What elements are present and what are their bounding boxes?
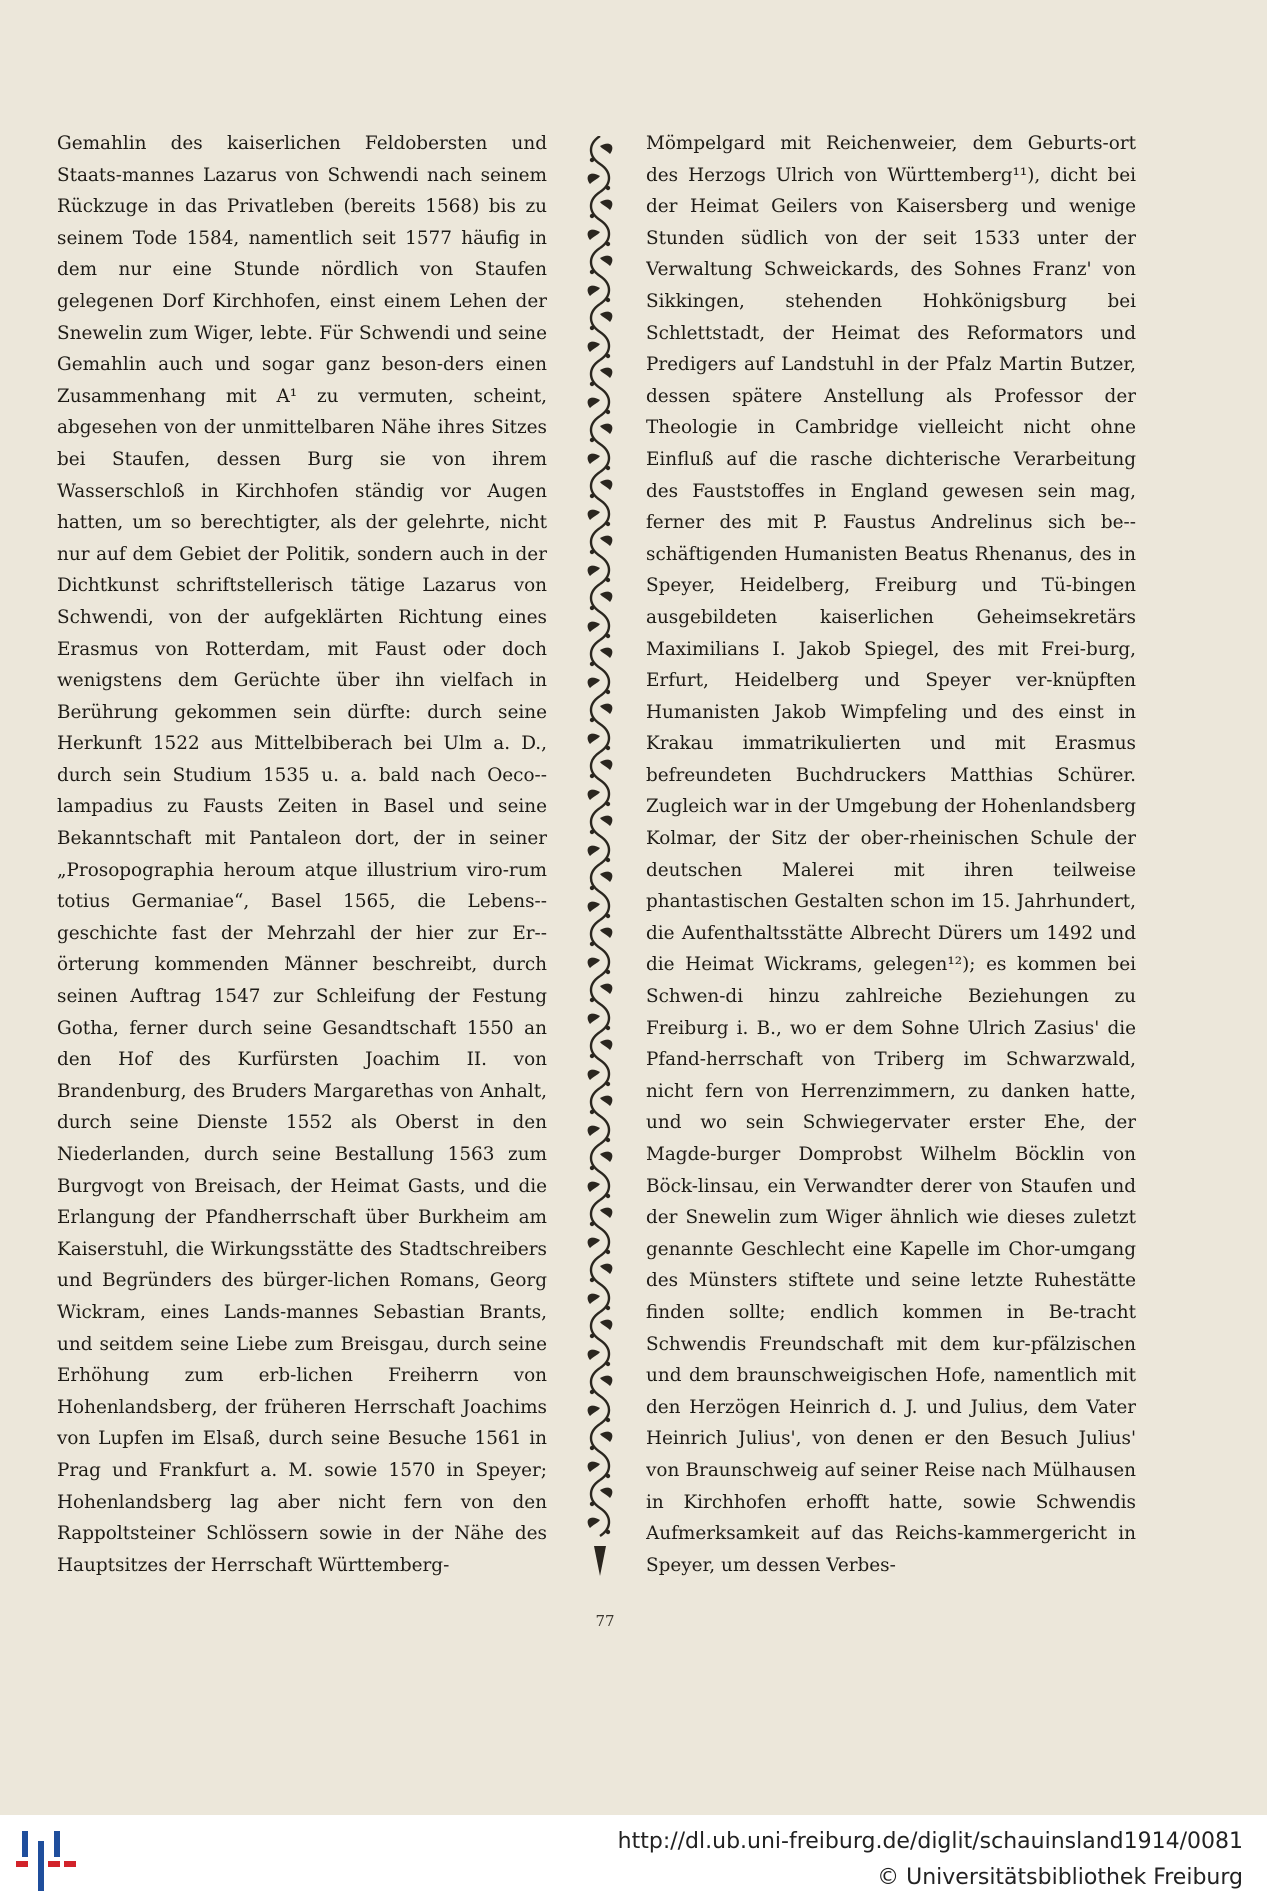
vine-ornament-divider — [580, 136, 620, 1586]
left-text-column — [57, 128, 547, 1598]
right-text-column — [646, 128, 1136, 1598]
left-column-text: Gemahlin des kaiserlichen Feldobersten und Staats-mannes Lazarus von Schwendi nach seinem Rückzuge in das Privatleben (bereits 1568) bis zu seinem Tode 1584, namentlich seit 1577 häufig in dem nur eine Stunde nördlich von Staufen gelegenen Dorf Kirchhofen, einst einem Lehen der Snewelin zum Wiger, lebte. Für Schwendi und seine Gemahlin auch und sogar ganz beson-ders einen Zusammenhang mit A¹ zu vermuten, scheint, abgesehen von der unmittelbaren Nähe ihres Sitzes bei Staufen, dessen Burg sie von ihrem Wasserschloß in Kirchhofen ständig vor Augen hatten, um so berechtigter, als der gelehrte, nicht nur auf dem Gebiet der Politik, sondern auch in der Dichtkunst schriftstellerisch tätige Lazarus von Schwendi, von der aufgeklärten Richtung eines Erasmus von Rotterdam, mit Faust oder doch wenigstens dem Gerüchte über ihn vielfach in Berührung gekommen sein dürfte: durch seine Herkunft 1522 aus Mittelbiberach bei Ulm a. D., durch sein Studium 1535 u. a. bald nach Oeco-lampadius zu Fausts Zeiten in Basel und seine Bekanntschaft mit Pantaleon dort, der in seiner „Prosopographia heroum atque illustrium viro-rum totius Germaniae“, Basel 1565, die Lebens-geschichte fast der Mehrzahl der hier zur Er-örterung kommenden Männer beschreibt, durch seinen Auftrag 1547 zur Schleifung der Festung Gotha, ferner durch seine Gesandtschaft 1550 an den Hof des Kurfürsten Joachim II. von Brandenburg, des Bruders Margarethas von Anhalt, durch seine Dienste 1552 als Oberst in den Niederlanden, durch seine Bestallung 1563 zum Burgvogt von Breisach, der Heimat Gasts, und die Erlangung der Pfandherrschaft über Burkheim am Kaiserstuhl, die Wirkungsstätte des Stadtschreibers und Begründers des bürger-lichen Romans, Georg Wickram, eines Lands-mannes Sebastian Brants, und seitdem seine Liebe zum Breisgau, durch seine Erhöhung zum erb-lichen Freiherrn von Hohenlandsberg, der früheren Herrschaft Joachims von Lupfen im Elsaß, durch seine Besuche 1561 in Prag und Frankfurt a. M. sowie 1570 in Speyer; Hohenlandsberg lag aber nicht fern von den Rappoltsteiner Schlössern sowie in der Nähe des Hauptsitzes der Herrschaft Württemberg- — [57, 133, 547, 1576]
copyright-notice: © Universitätsbibliothek Freiburg — [877, 1865, 1243, 1890]
document-url-link[interactable]: http://dl.ub.uni-freiburg.de/diglit/schauinsland1914/0081 — [617, 1829, 1243, 1854]
right-column-text: Mömpelgard mit Reichenweier, dem Geburts-ort des Herzogs Ulrich von Württemberg¹¹), dicht bei der Heimat Geilers von Kaisersberg und wenige Stunden südlich von der seit 1533 unter der Verwaltung Schweickards, des Sohnes Franz' von Sikkingen, stehenden Hohkönigsburg bei Schlettstadt, der Heimat des Reformators und Predigers auf Landstuhl in der Pfalz Martin Butzer, dessen spätere Anstellung als Professor der Theologie in Cambridge vielleicht nicht ohne Einfluß auf die rasche dichterische Verarbeitung des Fauststoffes in England gewesen sein mag, ferner des mit P. Faustus Andrelinus sich be-schäftigenden Humanisten Beatus Rhenanus, des in Speyer, Heidelberg, Freiburg und Tü-bingen ausgebildeten kaiserlichen Geheimsekretärs Maximilians I. Jakob Spiegel, des mit Frei-burg, Erfurt, Heidelberg und Speyer ver-knüpften Humanisten Jakob Wimpfeling und des einst in Krakau immatrikulierten und mit Erasmus befreundeten Buchdruckers Matthias Schürer. Zugleich war in der Umgebung der Hohenlandsberg Kolmar, der Sitz der ober-rheinischen Schule der deutschen Malerei mit ihren teilweise phantastischen Gestalten schon im 15. Jahrhundert, die Aufenthaltsstätte Albrecht Dürers um 1492 und die Heimat Wickrams, gelegen¹²); es kommen bei Schwen-di hinzu zahlreiche Beziehungen zu Freiburg i. B., wo er dem Sohne Ulrich Zasius' die Pfand-herrschaft von Triberg im Schwarzwald, nicht fern von Herrenzimmern, zu danken hatte, und wo sein Schwiegervater erster Ehe, der Magde-burger Domprobst Wilhelm Böcklin von Böck-linsau, ein Verwandter derer von Staufen und der Snewelin zum Wiger ähnlich wie dieses zuletzt genannte Geschlecht eine Kapelle im Chor-umgang des Münsters stiftete und seine letzte Ruhestätte finden sollte; endlich kommen in Be-tracht Schwendis Freundschaft mit dem kur-pfälzischen und dem braunschweigischen Hofe, namentlich mit den Herzögen Heinrich d. J. und Julius, dem Vater Heinrich Julius', von denen er den Besuch Julius' von Braunschweig auf seiner Reise nach Mülhausen in Kirchhofen erhofft hatte, sowie Schwendis Aufmerksamkeit auf das Reichs-kammergericht in Speyer, um dessen Verbes- — [646, 133, 1136, 1576]
university-library-logo — [14, 1827, 78, 1895]
page-number: 77 — [595, 1612, 615, 1630]
library-footer-bar — [0, 1815, 1267, 1904]
